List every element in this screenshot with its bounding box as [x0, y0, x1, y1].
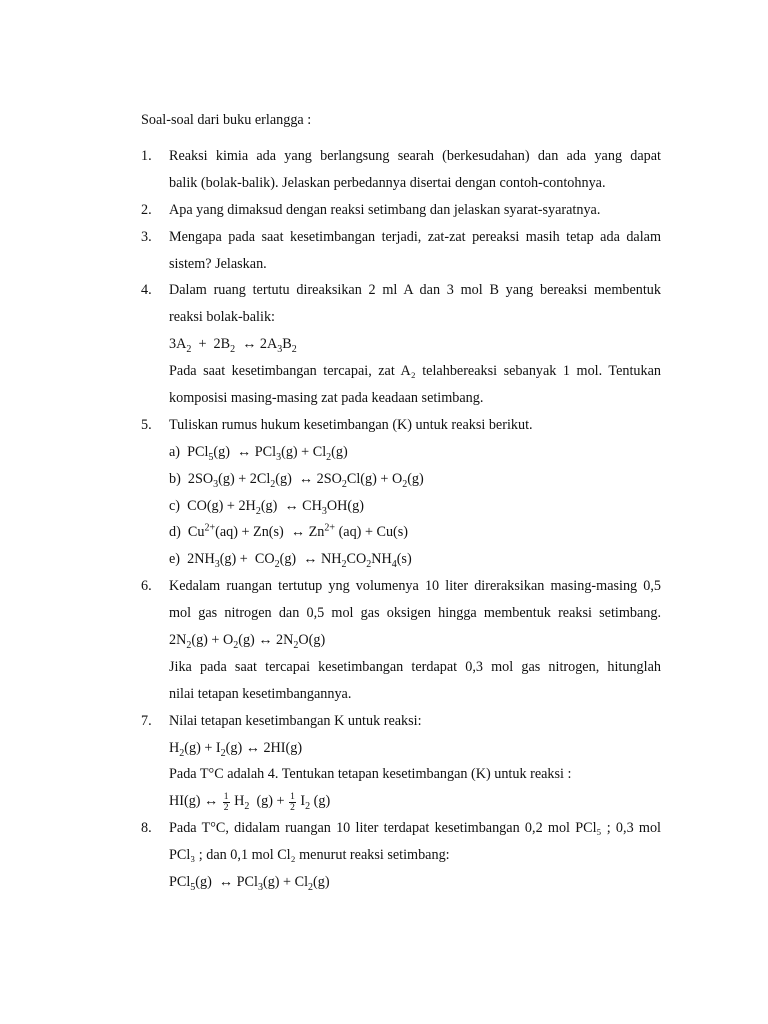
chemical-equation: d) $Cu^{2+}(aq) + Zn(s)$ ↔ $Zn^{2+}$ (aq) + Cu(s)	[169, 522, 409, 541]
chemical-equation: $2N_2(g) + O_2(g)$ ↔ $2N_2O(g)$	[169, 632, 326, 651]
document-heading: Soal-soal dari buku erlangga :	[141, 112, 312, 128]
question-text: PCl₃ ; dan 0,1 mol Cl₂ menurut reaksi setimbang:	[169, 847, 450, 864]
question-text: nilai tetapan kesetimbangannya.	[169, 685, 352, 702]
question-4-line-4	[141, 361, 661, 388]
chemical-equation: HI(g) ↔ $\frac{1}{2}$ $H_2$ (g) + $\frac{1}{2}$ $I_2$ (g)	[169, 791, 331, 813]
question-text: Nilai tetapan kesetimbangan K untuk reaksi:	[169, 712, 422, 729]
question-number: 5.	[141, 416, 152, 433]
question-number: 1.	[141, 148, 152, 164]
question-1-line-2	[141, 173, 661, 200]
question-4-line-5	[141, 388, 661, 415]
question-3-line-2	[141, 254, 661, 281]
chemical-equation: a) PCl$_5$(g) ↔ $PCl_3(g) + Cl_2(g)$	[169, 443, 348, 463]
chemical-equation: PCl$_5$(g) ↔ $PCl_3(g) + Cl_2(g)$	[169, 874, 330, 893]
question-text: Dalam ruang tertutu direaksikan 2 ml A dan 3 mol B yang bereaksi membentuk	[169, 282, 661, 299]
question-text: Pada T°C, didalam ruangan 10 liter terdapat kesetimbangan 0,2 mol PCl₅ ; 0,3 mol	[169, 820, 661, 837]
reaction-d	[141, 522, 661, 549]
question-number: 7.	[141, 712, 152, 729]
equation-6	[141, 630, 661, 657]
question-text: Apa yang dimaksud dengan reaksi setimbang dan jelaskan syarat-syaratnya.	[169, 201, 601, 218]
question-number: 6.	[141, 578, 152, 595]
question-text: mol gas nitrogen dan 0,5 mol gas oksigen hingga membentuk reaksi setimbang.	[169, 605, 661, 622]
reaction-e	[141, 549, 661, 576]
chemical-equation: b) $2SO_3(g) + 2Cl_2(g)$ ↔ $2SO_2Cl(g) + O_2(g)$	[169, 470, 424, 490]
question-text: Reaksi kimia ada yang berlangsung searah (berkesudahan) dan ada yang dapat	[169, 148, 661, 164]
question-text: balik (bolak-balik). Jelaskan perbedannya disertai dengan contoh-contohnya.	[169, 174, 606, 191]
chemical-equation: $H_2(g) + I_2(g)$ ↔ 2HI(g)	[169, 739, 303, 759]
equation-7a	[141, 738, 661, 765]
reaction-c	[141, 496, 661, 523]
question-1	[141, 146, 661, 173]
question-text: Tuliskan rumus hukum kesetimbangan (K) untuk reaksi berikut.	[169, 416, 533, 433]
question-8-line-2	[141, 845, 661, 872]
question-4-line-2	[141, 307, 661, 334]
question-number: 8.	[141, 820, 152, 837]
question-text: Mengapa pada saat kesetimbangan terjadi, zat-zat pereaksi masih tetap ada dalam	[169, 228, 661, 245]
question-6	[141, 576, 661, 603]
equation-8	[141, 872, 661, 899]
chemical-equation: c) $CO(g) + 2H_2(g)$ ↔ $CH_3OH(g)$	[169, 497, 364, 517]
question-number: 3.	[141, 228, 152, 245]
question-7	[141, 711, 661, 738]
question-7-line-3	[141, 764, 661, 791]
equation-7b	[141, 791, 661, 818]
question-4	[141, 280, 661, 307]
question-text: Kedalam ruangan tertutup yng volumenya 10 liter direraksikan masing-masing 0,5	[169, 578, 661, 595]
question-list	[141, 146, 661, 899]
question-text: Pada saat kesetimbangan tercapai, zat A₂ telahbereaksi sebanyak 1 mol. Tentukan	[169, 363, 661, 380]
reaction-b	[141, 469, 661, 496]
question-number: 2.	[141, 201, 152, 218]
question-text: komposisi masing-masing zat pada keadaan setimbang.	[169, 390, 484, 407]
half-fraction: $\frac{1}{2}$	[290, 791, 295, 813]
question-6-line-5	[141, 684, 661, 711]
question-6-line-2	[141, 603, 661, 630]
question-text: Jika pada saat tercapai kesetimbangan terdapat 0,3 mol gas nitrogen, hitunglah	[169, 658, 661, 675]
chemical-equation: $3A_2 + 2B_2$ ↔ $2A_3B_2$	[169, 336, 297, 356]
question-2	[141, 200, 661, 227]
question-text: reaksi bolak-balik:	[169, 309, 275, 326]
reaction-a	[141, 442, 661, 469]
question-3	[141, 227, 661, 254]
question-6-line-4	[141, 657, 661, 684]
question-8	[141, 818, 661, 845]
question-text: sistem? Jelaskan.	[169, 255, 267, 272]
half-fraction: $\frac{1}{2}$	[223, 791, 229, 813]
question-number: 4.	[141, 282, 152, 299]
question-5	[141, 415, 661, 442]
question-text: Pada T°C adalah 4. Tentukan tetapan kesetimbangan (K) untuk reaksi :	[169, 766, 572, 783]
chemical-equation: e) $2NH_3(g) + CO_2(g)$ ↔ $NH_2CO_2NH_4(s)$	[169, 551, 412, 571]
equation-4	[141, 334, 661, 361]
